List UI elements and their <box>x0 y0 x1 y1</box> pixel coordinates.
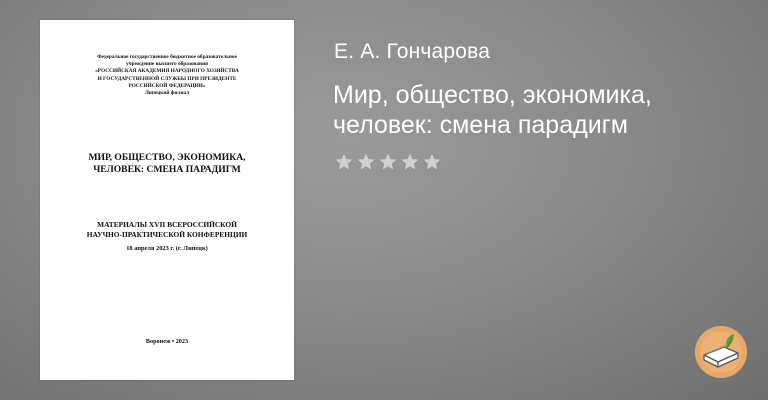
cover-subtitle-line: НАУЧНО-ПРАКТИЧЕСКОЙ КОНФЕРЕНЦИИ <box>86 230 248 239</box>
cover-header-line: «РОССИЙСКАЯ АКАДЕМИЯ НАРОДНОГО ХОЗЯЙСТВА <box>95 68 239 75</box>
book-author[interactable]: Е. А. Гончарова <box>334 40 491 63</box>
rating-stars[interactable] <box>334 152 442 172</box>
book-cover[interactable] <box>40 20 294 380</box>
cover-date: 18 апреля 2023 г. (г. Липецк) <box>126 245 208 252</box>
cover-title-line: ЧЕЛОВЕК: СМЕНА ПАРАДИГМ <box>93 164 241 175</box>
book-title-line: Мир, общество, экономика, <box>333 81 652 109</box>
cover-subtitle <box>54 220 280 240</box>
cover-subtitle-line: МАТЕРИАЛЫ XVII ВСЕРОССИЙСКОЙ <box>97 220 237 229</box>
cover-title-line: МИР, ОБЩЕСТВО, ЭКОНОМИКА, <box>88 152 246 163</box>
book-logo-icon[interactable] <box>694 325 748 379</box>
star-icon[interactable] <box>378 152 398 172</box>
cover-header-line: И ГОСУДАРСТВЕННОЙ СЛУЖБЫ ПРИ ПРЕЗИДЕНТЕ <box>97 75 237 82</box>
star-icon[interactable] <box>356 152 376 172</box>
cover-header-line: РОССИЙСКОЙ ФЕДЕРАЦИИ» <box>128 82 206 89</box>
book-title-line: человек: смена парадигм <box>333 111 628 139</box>
cover-footer: Воронеж • 2023 <box>145 338 189 345</box>
star-icon[interactable] <box>400 152 420 172</box>
cover-header-line: учреждение высшего образования <box>126 61 208 68</box>
cover-header-line: Липецкий филиал <box>144 90 190 97</box>
cover-title <box>54 152 280 176</box>
cover-header <box>54 54 280 97</box>
star-icon[interactable] <box>334 152 354 172</box>
cover-header-line: Федеральное государственное бюджетное образовательное <box>97 54 237 60</box>
star-icon[interactable] <box>422 152 442 172</box>
book-title <box>333 80 753 140</box>
